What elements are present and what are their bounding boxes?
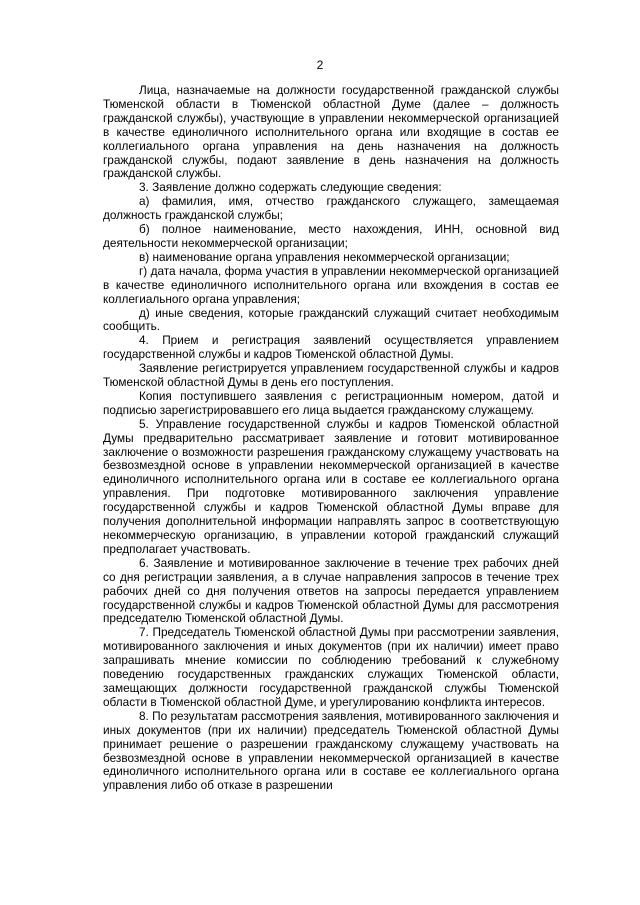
page-number: 2 [316,58,324,72]
paragraph-item-8: 8. По результатам рассмотрения заявления, мотивированного заключения и иных документов (при их наличии) председатель Тюменской областной Думы принимает решение о разрешении гражданскому служащему участвовать на безвозмездной основе в управлении некоммерческой организацией в качестве единоличного исполнительного органа или в составе ее коллегиального органа управления либо об отказе в разрешении [103,708,559,793]
paragraph-subitem-g: г) дата начала, форма участия в управлении некоммерческой организацией в качестве единоличного исполнительного органа или вхождения в состав ее коллегиального органа управления; [103,263,559,306]
paragraph-subitem-b: б) полное наименование, место нахождения, ИНН, основной вид деятельности некоммерческой организации; [103,222,559,250]
paragraph-item-5: 5. Управление государственной службы и кадров Тюменской областной Думы предварительно рассматривает заявление и готовит мотивированное заключение о возможности разрешения гражданскому служащему участвовать на безвозмездной основе в управлении некоммерческой организацией в качестве единоличного исполнительного органа или в составе ее коллегиального органа управления. При подготовке мотивированного заключения управление государственной службы и кадров Тюменской областной Думы вправе для получения дополнительной информации направлять запрос в соответствующую некоммерческую организацию, в управлении которой гражданский служащий предполагает участвовать. [103,416,559,556]
paragraph-item-4-copy: Копия поступившего заявления с регистрационным номером, датой и подписью зарегистрировавшего его лица выдается гражданскому служащему. [103,388,559,417]
paragraph-item-3: 3. Заявление должно содержать следующие сведения: [139,180,442,195]
document-body [103,84,559,793]
paragraph-item-4: 4. Прием и регистрация заявлений осуществляется управлением государственной службы и кадров Тюменской областной Думы. [103,333,559,362]
paragraph-item-7: 7. Председатель Тюменской областной Думы при рассмотрении заявления, мотивированного заключения и иных документов (при их наличии) имеет право запрашивать мнение комиссии по соблюдению требований к служебному поведению государственных гражданских служащих Тюменской области, замещающих должности государственной гражданской службы Тюменской области в Тюменской областной Думе, и урегулированию конфликта интересов. [103,625,559,709]
paragraph-item-6: 6. Заявление и мотивированное заключение в течение трех рабочих дней со дня регистрации заявления, а в случае направления запросов в течение трех рабочих дней со дня получения ответов на запросы передается управлением государственной службы и кадров Тюменской областной Думы для рассмотрения председателю Тюменской областной Думы. [103,555,559,626]
paragraph-intro-persons-appointed: Лица, назначаемые на должности государственной гражданской службы Тюменской области в Тюменской областной Думе (далее – должность гражданской службы), участвующие в управлении некоммерческой организацией в качестве единоличного исполнительного органа или входящие в состав ее коллегиального органа управления на день назначения на должность гражданской службы, подают заявление в день назначения на должность гражданской службы. [103,83,559,181]
paragraph-subitem-a: а) фамилия, имя, отчество гражданского служащего, замещаемая должность гражданской службы; [103,194,559,223]
paragraph-item-4-registration: Заявление регистрируется управлением государственной службы и кадров Тюменской областной Думы в день его поступления. [103,361,559,390]
paragraph-subitem-d: д) иные сведения, которые гражданский служащий считает необходимым сообщить. [103,305,559,334]
paragraph-subitem-v: в) наименование органа управления некоммерческой организации; [139,249,510,264]
